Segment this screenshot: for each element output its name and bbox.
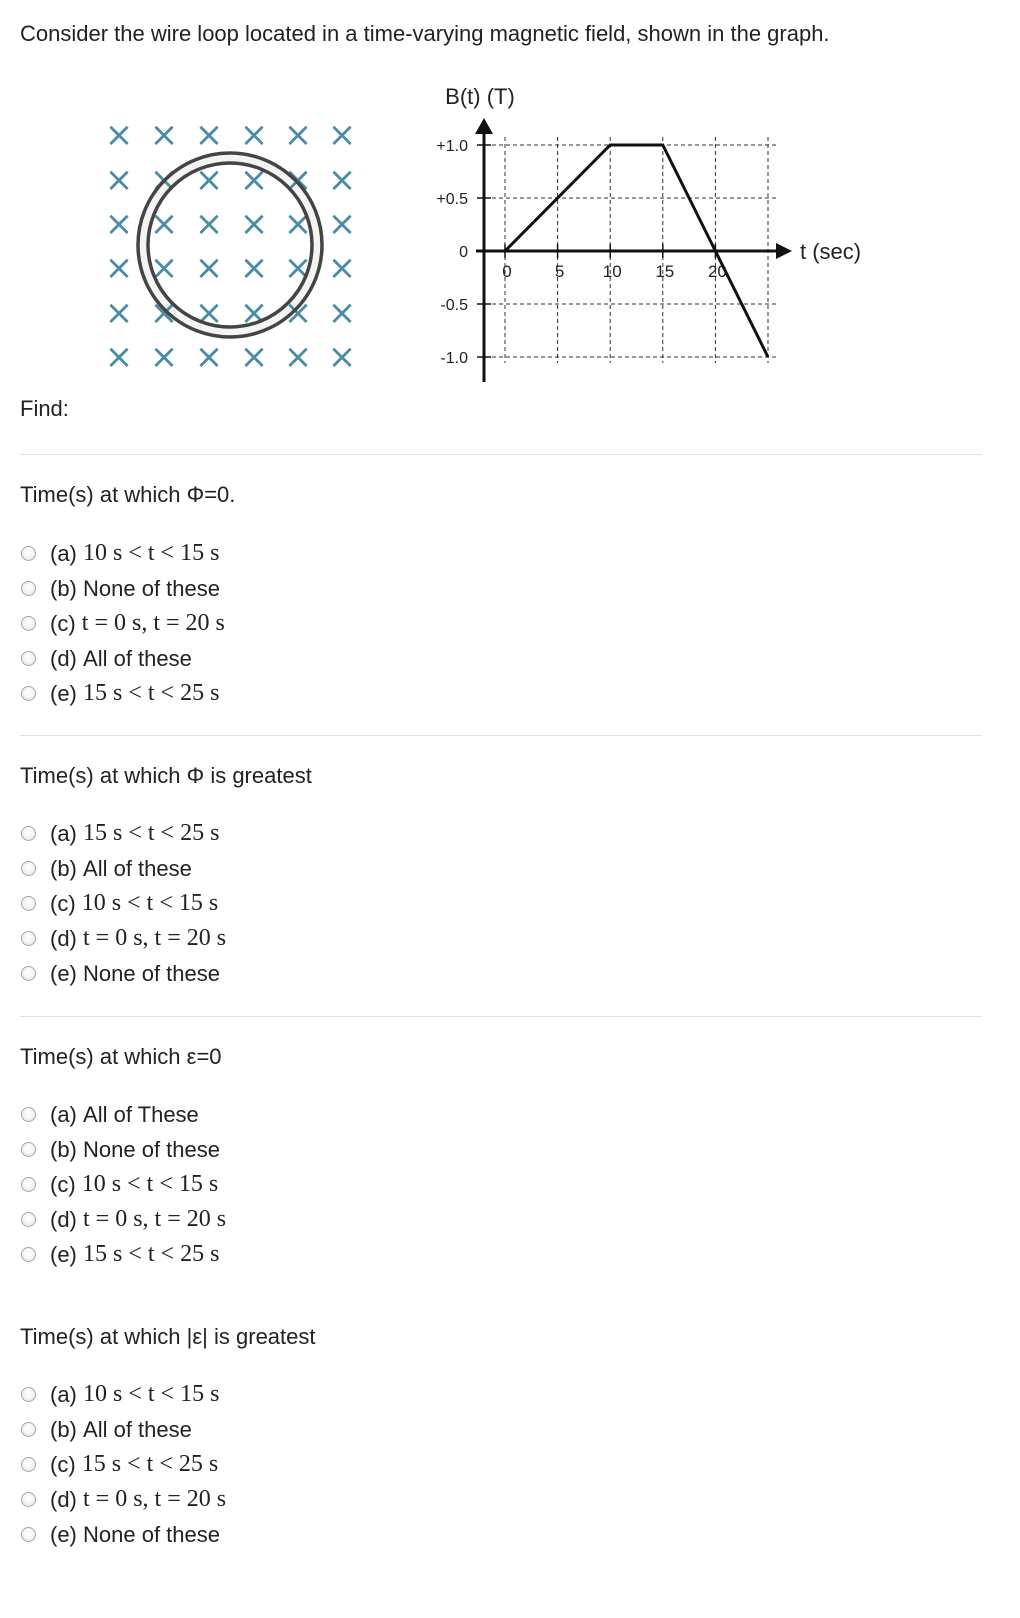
radio-button[interactable] (21, 1247, 36, 1262)
field-cross-icon: × (194, 248, 224, 288)
option-2d[interactable] (20, 921, 226, 956)
option-label: (a) (50, 1381, 77, 1407)
option-text: 15 s < t < 25 s (83, 680, 220, 706)
y-tick-label: -1.0 (440, 350, 468, 367)
find-label: Find: (20, 396, 69, 421)
field-cross-icon: × (104, 337, 134, 377)
option-label: (e) (50, 1521, 77, 1547)
field-cross-icon: × (194, 293, 224, 333)
radio-button[interactable] (21, 1387, 36, 1402)
option-text: t = 0 s, t = 20 s (81, 610, 225, 636)
option-label: (b) (50, 575, 77, 601)
option-1c[interactable] (20, 606, 225, 641)
y-tick-label: +0.5 (436, 191, 468, 208)
field-cross-icon: × (239, 293, 269, 333)
magnetic-field-diagram (90, 70, 380, 380)
option-label: (b) (50, 1416, 77, 1442)
x-axis-arrow-icon (776, 243, 792, 259)
x-tick-label: 10 (602, 262, 622, 281)
option-2c[interactable] (20, 886, 226, 921)
field-cross-icon: × (149, 248, 179, 288)
option-3d[interactable] (20, 1202, 226, 1237)
field-cross-icon: × (283, 160, 313, 200)
option-text: 10 s < t < 15 s (81, 890, 219, 916)
field-cross-icon: × (239, 160, 269, 200)
option-3e[interactable] (20, 1237, 226, 1272)
option-4c[interactable] (20, 1447, 226, 1482)
field-cross-icon: × (239, 248, 269, 288)
option-text: 15 s < t < 25 s (83, 1241, 220, 1267)
radio-button[interactable] (21, 1212, 36, 1227)
field-cross-icon: × (149, 204, 179, 244)
option-label: (c) (50, 1451, 76, 1477)
option-text: None of these (83, 575, 220, 601)
option-text: All of these (83, 645, 192, 671)
radio-button[interactable] (21, 1422, 36, 1437)
x-axis-label: t (sec) (800, 239, 862, 264)
option-label: (a) (50, 540, 77, 566)
option-1b[interactable] (20, 571, 225, 606)
x-tick-label: 15 (655, 262, 675, 281)
intro-text: Consider the wire loop located in a time-varying magnetic field, shown in the graph. (20, 21, 830, 46)
option-text: 10 s < t < 15 s (83, 540, 220, 566)
option-text: None of these (83, 1521, 220, 1547)
x-tick-label: 20 (707, 262, 727, 281)
field-cross-icon: × (149, 160, 179, 200)
field-cross-icon: × (104, 204, 134, 244)
option-3b[interactable] (20, 1132, 226, 1167)
question-4-options (20, 1377, 226, 1552)
field-cross-icon: × (239, 337, 269, 377)
question-3-prompt: Time(s) at which ε=0 (20, 1044, 222, 1069)
figure (90, 70, 910, 400)
option-label: (e) (50, 960, 77, 986)
field-cross-icon: × (104, 115, 134, 155)
field-cross-icon: × (327, 204, 357, 244)
field-cross-icon: × (283, 204, 313, 244)
option-4b[interactable] (20, 1412, 226, 1447)
field-cross-icon: × (327, 293, 357, 333)
field-cross-icon: × (327, 160, 357, 200)
field-cross-icon: × (104, 160, 134, 200)
radio-button[interactable] (21, 581, 36, 596)
x-tick-label: 5 (554, 262, 565, 281)
y-tick-label: -0.5 (440, 297, 468, 314)
option-text: 10 s < t < 15 s (83, 1381, 220, 1407)
option-4a[interactable] (20, 1377, 226, 1412)
option-label: (e) (50, 1241, 77, 1267)
option-text: t = 0 s, t = 20 s (83, 1486, 227, 1512)
radio-button[interactable] (21, 931, 36, 946)
option-text: 15 s < t < 25 s (83, 820, 220, 846)
option-label: (a) (50, 1101, 77, 1127)
y-axis-label: B(t) (T) (445, 84, 515, 109)
field-cross-icon: × (327, 248, 357, 288)
option-label: (c) (50, 1171, 76, 1197)
field-cross-icon: × (327, 115, 357, 155)
question-2-options (20, 816, 226, 991)
radio-button[interactable] (21, 546, 36, 561)
field-cross-icon: × (283, 293, 313, 333)
radio-button[interactable] (21, 1177, 36, 1192)
radio-button[interactable] (21, 1107, 36, 1122)
option-text: All of these (83, 855, 192, 881)
radio-button[interactable] (21, 686, 36, 701)
question-1-prompt: Time(s) at which Φ=0. (20, 482, 236, 507)
option-text: t = 0 s, t = 20 s (83, 925, 227, 951)
radio-button[interactable] (21, 1142, 36, 1157)
option-label: (b) (50, 855, 77, 881)
divider (20, 1016, 982, 1017)
option-4e[interactable] (20, 1517, 226, 1552)
y-axis-arrow-icon (475, 118, 493, 134)
field-cross-icon: × (283, 248, 313, 288)
field-cross-icon: × (327, 337, 357, 377)
question-2-prompt: Time(s) at which Φ is greatest (20, 763, 312, 788)
field-cross-icon: × (194, 337, 224, 377)
magnetic-field-chart (390, 70, 910, 400)
radio-button[interactable] (21, 861, 36, 876)
option-text: 15 s < t < 25 s (81, 1451, 219, 1477)
radio-button[interactable] (21, 1457, 36, 1472)
option-2e[interactable] (20, 956, 226, 991)
divider (20, 454, 982, 455)
radio-button[interactable] (21, 966, 36, 981)
option-label: (d) (50, 645, 77, 671)
option-label: (e) (50, 680, 77, 706)
option-label: (d) (50, 1206, 77, 1232)
y-tick-label: +1.0 (436, 138, 468, 155)
option-1e[interactable] (20, 676, 225, 711)
y-tick-label: 0 (459, 244, 468, 261)
field-cross-icon: × (239, 204, 269, 244)
x-tick-label: 0 (502, 262, 512, 281)
field-cross-icon: × (194, 115, 224, 155)
question-4-prompt: Time(s) at which |ε| is greatest (20, 1324, 316, 1349)
field-cross-icon: × (283, 115, 313, 155)
field-cross-icon: × (104, 293, 134, 333)
option-2a[interactable] (20, 816, 226, 851)
option-4d[interactable] (20, 1482, 226, 1517)
field-cross-icon: × (104, 248, 134, 288)
option-1d[interactable] (20, 641, 225, 676)
option-3c[interactable] (20, 1167, 226, 1202)
radio-button[interactable] (21, 1492, 36, 1507)
option-1a[interactable] (20, 536, 225, 571)
option-text: 10 s < t < 15 s (81, 1171, 219, 1197)
field-cross-icon: × (149, 337, 179, 377)
radio-button[interactable] (21, 896, 36, 911)
option-label: (a) (50, 820, 77, 846)
option-3a[interactable] (20, 1097, 226, 1132)
option-text: None of these (83, 960, 220, 986)
option-label: (c) (50, 890, 76, 916)
field-cross-icon: × (239, 115, 269, 155)
option-label: (b) (50, 1136, 77, 1162)
divider (20, 735, 982, 736)
field-cross-icon: × (149, 115, 179, 155)
question-1-options (20, 536, 225, 711)
radio-button[interactable] (21, 1527, 36, 1542)
wire-loop-outer (138, 153, 322, 337)
radio-button[interactable] (21, 616, 36, 631)
option-label: (d) (50, 1486, 77, 1512)
option-text: t = 0 s, t = 20 s (83, 1206, 227, 1232)
radio-button[interactable] (21, 826, 36, 841)
question-3-options (20, 1097, 226, 1272)
option-label: (c) (50, 610, 76, 636)
wire-loop-inner (148, 163, 312, 327)
field-cross-icon: × (194, 160, 224, 200)
option-label: (d) (50, 925, 77, 951)
field-cross-icon: × (194, 204, 224, 244)
option-text: All of these (83, 1416, 192, 1442)
field-cross-icon: × (149, 293, 179, 333)
option-text: All of These (83, 1101, 199, 1127)
radio-button[interactable] (21, 651, 36, 666)
option-text: None of these (83, 1136, 220, 1162)
field-cross-icon: × (283, 337, 313, 377)
option-2b[interactable] (20, 851, 226, 886)
